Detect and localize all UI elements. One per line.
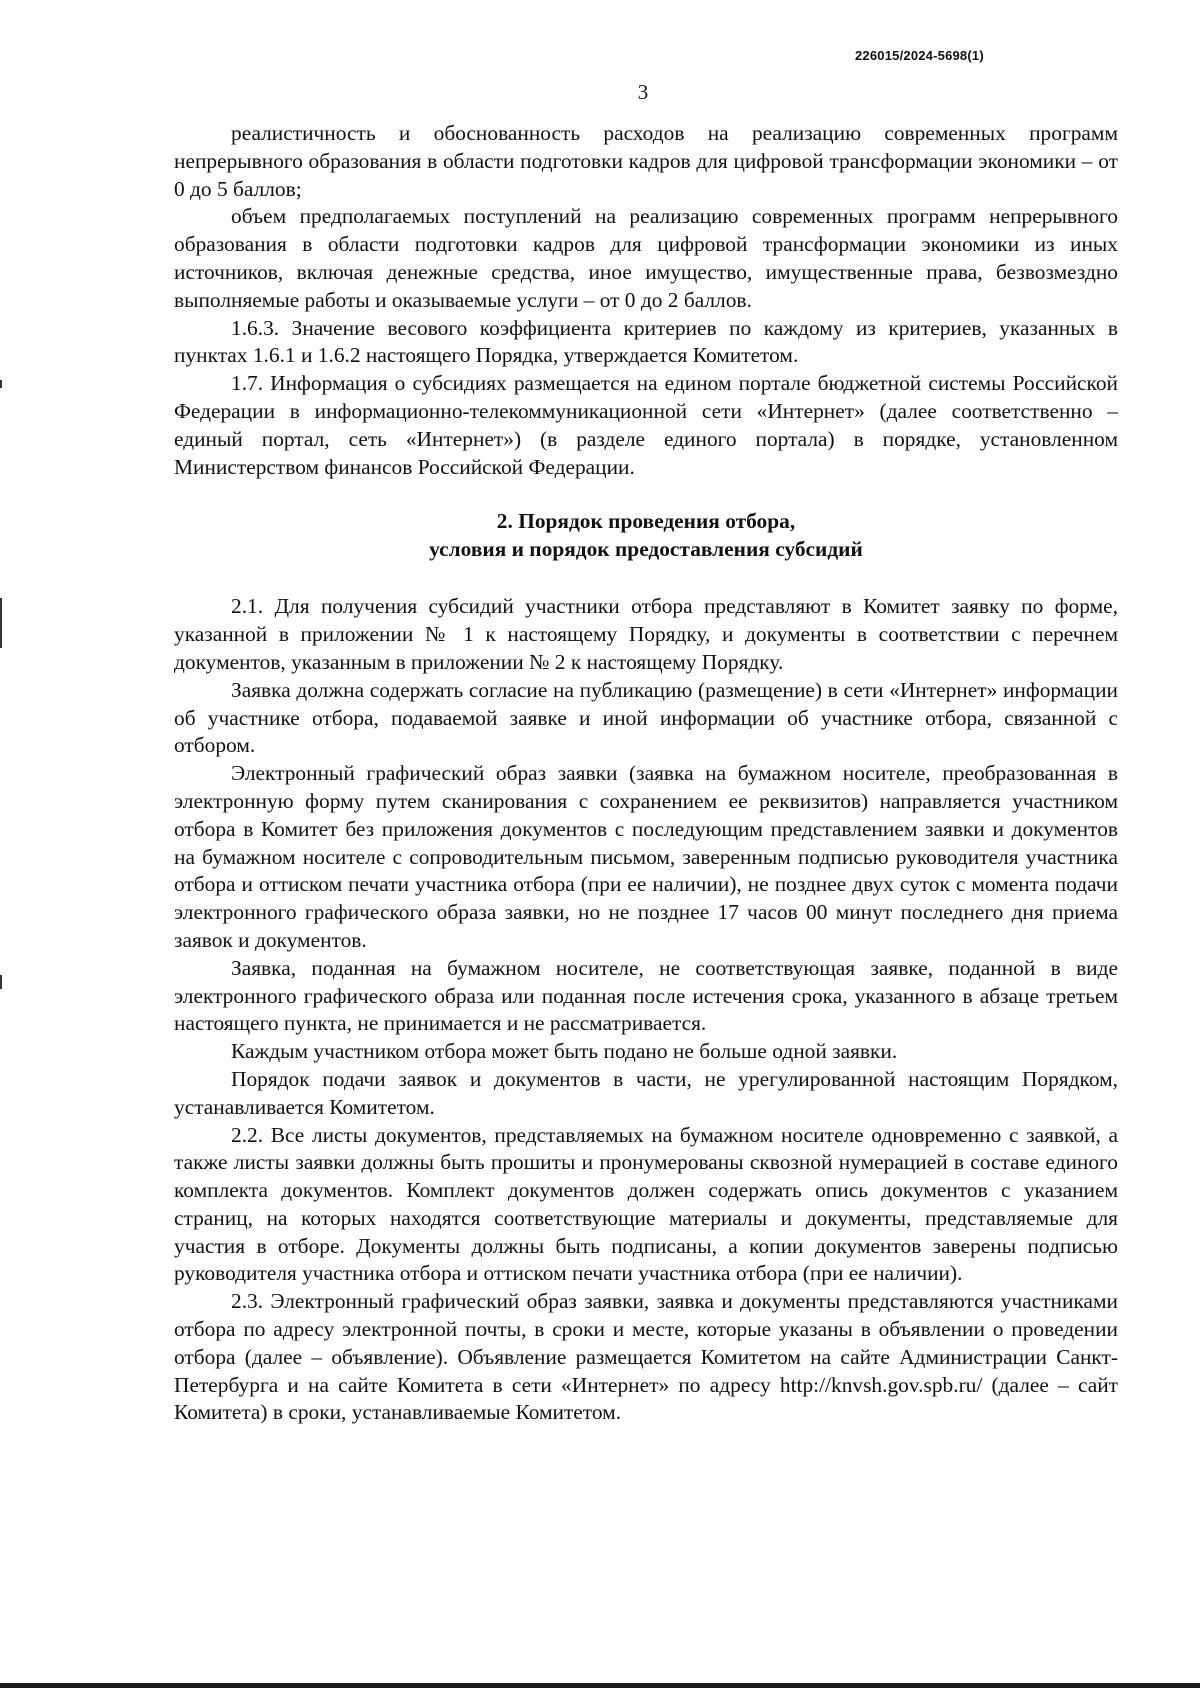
document-registration-number: 226015/2024-5698(1) [855,48,984,63]
scan-edge-mark [0,380,2,388]
paragraph: Заявка, поданная на бумажном носителе, не соответствующая заявке, поданной в виде электронного графического образа или поданная после истечения срока, указанного в абзаце третьем настоящего пункта, не принимается и не рассматривается. [174,955,1118,1036]
scan-bottom-edge [0,1683,1200,1688]
paragraph: 1.6.3. Значение весового коэффициента критериев по каждому из критериев, указанных в пунктах 1.6.1 и 1.6.2 настоящего Порядка, утверждается Комитетом. [174,315,1118,368]
section-heading [174,507,1118,563]
paragraph: 2.2. Все листы документов, представляемых на бумажном носителе одновременно с заявкой, а также листы заявки должны быть прошиты и пронумерованы сквозной нумерацией в составе единого комплекта документов. Комплект документов должен содержать опись документов с указанием страниц, на которых находятся соответствующие материалы и документы, представляемые для участия в отборе. Документы должны быть подписаны, а копии документов заверены подписью руководителя участника отбора и оттиском печати участника отбора (при ее наличии). [174,1122,1118,1286]
paragraph: объем предполагаемых поступлений на реализацию современных программ непрерывного образования в области подготовки кадров для цифровой трансформации экономики из иных источников, включая денежные средства, иное имущество, имущественные права, безвозмездно выполняемые работы и оказываемые услуги – от 0 до 2 баллов. [174,204,1118,312]
paragraph: реалистичность и обоснованность расходов на реализацию современных программ непрерывного образования в области подготовки кадров для цифровой трансформации экономики – от 0 до 5 баллов; [174,121,1118,201]
paragraph: 1.7. Информация о субсидиях размещается на едином портале бюджетной системы Российской Федерации в информационно-телекоммуникационной сети «Интернет» (далее соответственно – единый портал, сеть «Интернет») (в разделе единого портала) в порядке, установленном Министерством финансов Российской Федерации. [174,371,1118,479]
paragraph: Заявка должна содержать согласие на публикацию (размещение) в сети «Интернет» информации об участнике отбора, подаваемой заявке и иной информации об участнике отбора, связанной с отбором. [174,677,1118,758]
paragraph: 2.1. Для получения субсидий участники отбора представляют в Комитет заявку по форме, указанной в приложении № 1 к настоящему Порядку, и документы в соответствии с перечнем документов, указанным в приложении № 2 к настоящему Порядку. [174,594,1118,674]
paragraph: Электронный графический образ заявки (заявка на бумажном носителе, преобразованная в электронную форму путем сканирования с сохранением ее реквизитов) направляется участником отбора в Комитет без приложения документов с последующим представлением заявки и документов на бумажном носителе с сопроводительным письмом, заверенным подписью руководителя участника отбора и оттиском печати участника отбора (при ее наличии), не позднее двух суток с момента подачи электронного графического образа заявки, но не позднее 17 часов 00 минут последнего дня приема заявок и документов. [174,761,1118,952]
document-body [174,120,1118,1427]
paragraph: Каждым участником отбора может быть подано не больше одной заявки. [231,1039,898,1064]
paragraph: Порядок подачи заявок и документов в части, не урегулированной настоящим Порядком, устанавливается Комитетом. [174,1066,1118,1119]
scan-edge-mark [0,975,2,989]
scan-edge-mark [0,598,2,648]
paragraph: 2.3. Электронный графический образ заявки, заявка и документы представляются участниками отбора по адресу электронной почты, в сроки и месте, которые указаны в объявлении о проведении отбора (далее – объявление). Объявление размещается Комитетом на сайте Администрации Санкт-Петербурга и на сайте Комитета в сети «Интернет» по адресу http://knvsh.gov.spb.ru/ (далее – сайт Комитета) в сроки, устанавливаемые Комитетом. [174,1289,1118,1425]
section-heading-line-1: 2. Порядок проведения отбора, [496,509,796,534]
page-number: 3 [637,80,649,104]
section-heading-line-2: условия и порядок предоставления субсидий [429,537,863,562]
